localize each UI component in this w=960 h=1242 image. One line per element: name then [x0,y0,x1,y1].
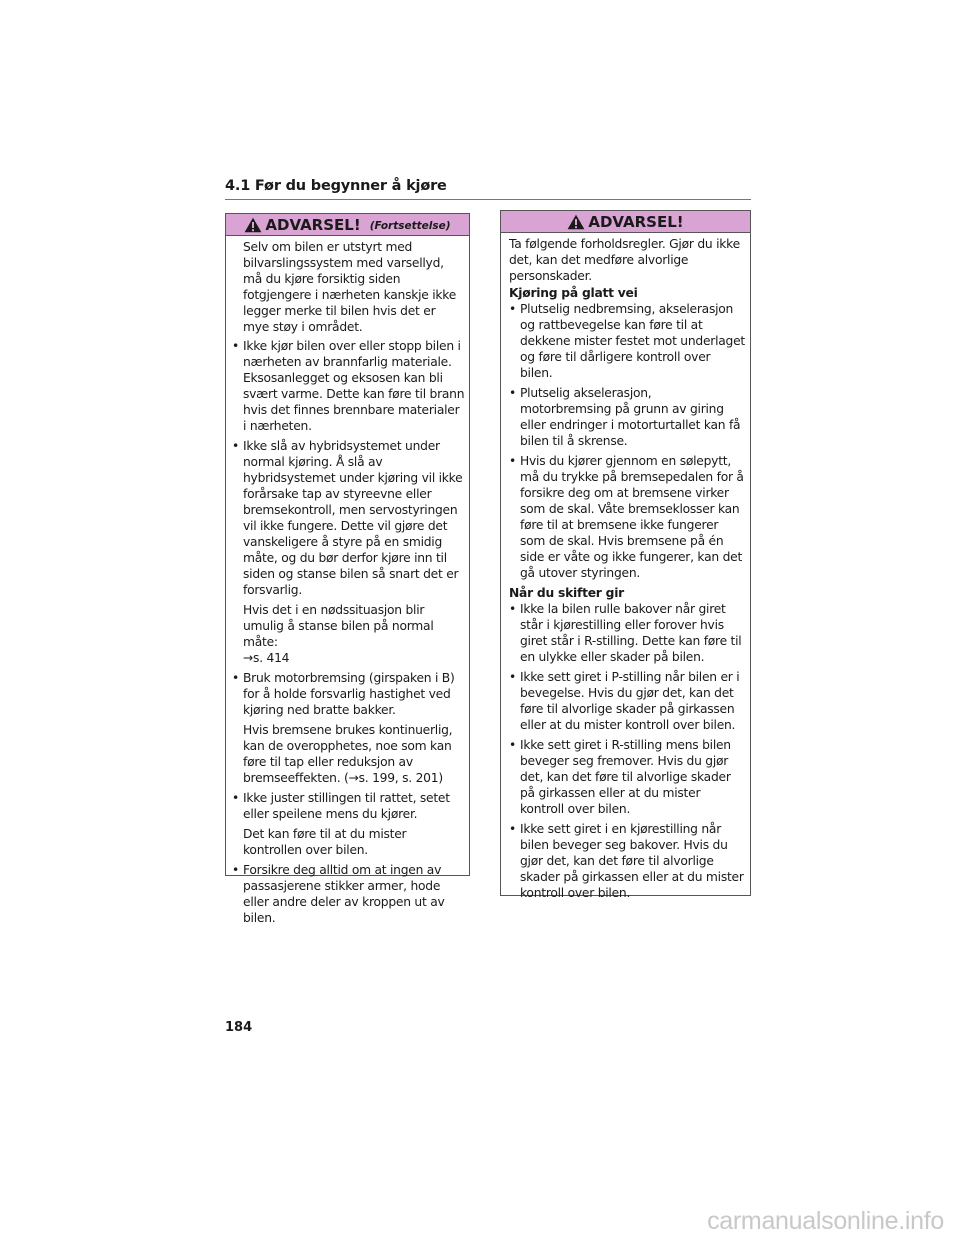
warning-title: ADVARSEL! [265,215,361,234]
list-item-text: Ikke sett giret i P-stilling når bilen er i bevegelse. Hvis du gjør det, kan det føre til alvorlige skader på girkassen eller at du mister kontroll over bilen. [520,670,740,732]
list-item [509,301,745,381]
list-item-text: Bruk motorbremsing (girspaken i B) for å holde forsvarlig hastighet ved kjøring ned bratte bakker. [243,671,455,717]
warning-banner [226,214,469,236]
list-item-note: Hvis bremsene brukes kontinuerlig, kan de overopphetes, noe som kan føre til tap eller reduksjon av bremseeffekten. (→s. 199, s. 201) [243,723,453,785]
list-item-text: Plutselig akselerasjon, motorbremsing på grunn av giring eller endringer i motorturtallet kan få bilen til å skrense. [520,386,741,448]
list-item [509,821,745,901]
bullet-dot: • [232,791,240,805]
warning-content [226,236,469,926]
list-item-note: Det kan føre til at du mister kontrollen over bilen. [243,827,407,857]
warning-triangle-icon [567,214,585,230]
section-heading: Når du skifter gir [509,586,624,600]
header-rule [225,199,751,200]
intro-paragraph: Ta følgende forholdsregler. Gjør du ikke det, kan det medføre alvorlige personskader. [509,237,740,283]
list-item [509,737,745,817]
page-reference-link[interactable]: →s. 414 [243,651,290,665]
continuation-label: (Fortsettelse) [369,220,451,232]
list-item-text: Hvis du kjører gjennom en sølepytt, må du trykke på bremsepedalen for å forsikre deg om at bremsene virker som de skal. Våte bremseklosser kan føre til at bremsene ikke fungerer som de skal. Hvis bremsene på én side er våte og ikke fungerer, kan det gå utover styringen. [520,454,744,580]
section-heading: Kjøring på glatt vei [509,286,638,300]
list-item [232,670,465,786]
list-item-text: Forsikre deg alltid om at ingen av passasjerene stikker armer, hode eller andre deler av kroppen ut av bilen. [243,863,445,925]
bullet-dot: • [232,439,240,453]
bullet-dot: • [509,738,517,752]
bullet-dot: • [509,822,517,836]
list-item-note: Hvis det i en nødssituasjon blir umulig å stanse bilen på normal måte: [243,603,434,649]
list-item [509,453,745,581]
warning-content [501,233,750,901]
bullet-dot: • [509,302,517,316]
watermark: carmanualsonline.info [707,1207,944,1235]
bullet-dot: • [509,454,517,468]
warning-title: ADVARSEL! [588,212,684,231]
list-item-text: Ikke juster stillingen til rattet, setet eller speilene mens du kjører. [243,791,450,821]
list-item-text: Ikke sett giret i R-stilling mens bilen beveger seg fremover. Hvis du gjør det, kan det føre til alvorlige skader på girkassen eller at du mister kontroll over bilen. [520,738,731,816]
list-item [509,601,745,665]
list-item-text: Ikke la bilen rulle bakover når giret står i kjørestilling eller forover hvis giret står i R-stilling. Dette kan føre til en ulykke eller skader på bilen. [520,602,742,664]
warning-banner [501,211,750,233]
section-header: 4.1 Før du begynner å kjøre [225,178,447,194]
list-item [232,862,465,926]
list-item [509,669,745,733]
page-number: 184 [225,1020,253,1035]
bullet-dot: • [509,602,517,616]
list-item-text: Plutselig nedbremsing, akselerasjon og rattbevegelse kan føre til at dekkene mister festet mot underlaget og føre til dårligere kontroll over bilen. [520,302,745,380]
list-item-text: Ikke slå av hybridsystemet under normal kjøring. Å slå av hybridsystemet under kjøring vil ikke forårsake tap av styreevne eller bremsekontroll, men servostyringen vil ikke fungere. Dette vil gjøre det vanskeligere å styre på en smidig måte, og du bør derfor kjøre inn til siden og stanse bilen så snart det er forsvarlig. [243,439,463,597]
bullet-dot: • [232,863,240,877]
warning-box [500,210,751,900]
list-item-text: Ikke sett giret i en kjørestilling når bilen beveger seg bakover. Hvis du gjør det, kan det føre til alvorlige skader på girkassen eller at du mister kontroll over bilen. [520,822,744,900]
list-item [232,438,465,666]
bullet-dot: • [232,671,240,685]
intro-paragraph: Selv om bilen er utstyrt med bilvarslingssystem med varsellyd, må du kjøre forsiktig siden fotgjengere i nærheten kanskje ikke legger merke til bilen hvis det er mye støy i området. [243,240,457,334]
list-item [232,790,465,858]
bullet-dot: • [509,386,517,400]
list-item [509,385,745,449]
list-item [232,338,465,434]
warning-triangle-icon [244,217,262,233]
bullet-dot: • [232,339,240,353]
bullet-dot: • [509,670,517,684]
list-item-text: Ikke kjør bilen over eller stopp bilen i nærheten av brannfarlig materiale. Eksosanlegget og eksosen kan bli svært varme. Dette kan føre til brann hvis det finnes brennbare materialer i nærheten. [243,339,465,433]
warning-box-continued [225,213,470,925]
